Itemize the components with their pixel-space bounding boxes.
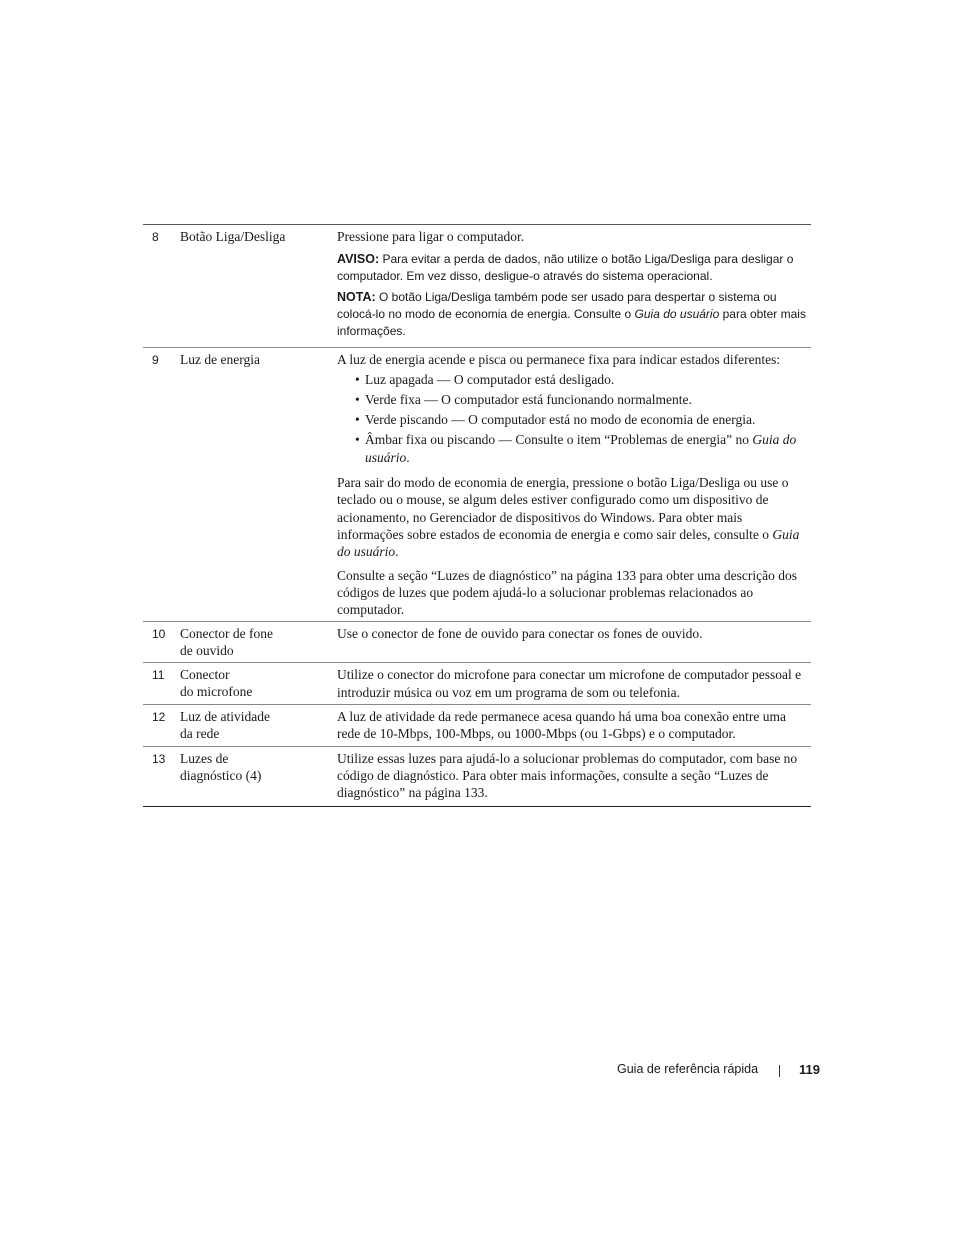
item-name <box>180 625 337 659</box>
item-number: 8 <box>152 230 159 244</box>
table-row <box>143 705 811 747</box>
warning-text: Para evitar a perda de dados, não utilize o botão Liga/Desliga para desligar o computador. Em vez disso, desligue-o através do sistema operacional. <box>337 252 794 284</box>
item-name-line: Luzes de <box>180 750 229 766</box>
table-row <box>143 622 811 663</box>
item-name-line: Luz de atividade <box>180 709 270 725</box>
bullet-icon: • <box>355 432 360 448</box>
table-row <box>143 225 811 348</box>
table-row <box>143 348 811 622</box>
item-name-line: do microfone <box>180 684 253 700</box>
components-table <box>143 224 811 807</box>
item-description <box>337 351 811 618</box>
item-number: 13 <box>152 751 166 766</box>
item-description: Utilize o conector do microfone para conectar um microfone de computador pessoal e introduzir música ou voz em um programa de som ou telefonia. <box>337 667 802 700</box>
table-row <box>143 747 811 806</box>
list-item <box>355 431 811 466</box>
item-name-line: Conector <box>180 667 230 683</box>
item-name: Botão Liga/Desliga <box>180 229 286 244</box>
page-number: 119 <box>799 1062 820 1077</box>
item-name-line: diagnóstico (4) <box>180 767 262 783</box>
item-name-line: Conector de fone <box>180 626 273 642</box>
note-label: NOTA: <box>337 290 376 305</box>
description-paragraph <box>337 474 811 560</box>
warning-label: AVISO: <box>337 252 380 267</box>
note-text-end: para obter mais informações. <box>337 307 806 339</box>
item-name-line: da rede <box>180 726 220 742</box>
list-item <box>355 391 811 408</box>
paragraph-end: . <box>395 544 399 560</box>
item-name-line: de ouvido <box>180 643 234 659</box>
item-number: 11 <box>152 668 165 683</box>
item-description: Utilize essas luzes para ajudá-lo a solucionar problemas do computador, com base no código de diagnóstico. Para obter mais informações, consulte a seção “Luzes de diagnóstico” na página 133. <box>337 750 798 801</box>
bullet-icon: • <box>355 371 360 387</box>
footer-divider <box>779 1065 780 1077</box>
item-number: 12 <box>152 710 166 725</box>
item-name <box>180 666 337 701</box>
warning-note <box>337 251 811 285</box>
page-footer <box>617 1062 827 1080</box>
description-text: A luz de energia acende e pisca ou permanece fixa para indicar estados diferentes: <box>337 352 781 368</box>
bullet-icon: • <box>355 412 360 428</box>
note-italic-ref: Guia do usuário <box>634 307 720 322</box>
description-paragraph: Consulte a seção “Luzes de diagnóstico” na página 133 para obter uma descrição dos códigos de luzes que podem ajudá-lo a solucionar problemas relacionados ao computador. <box>337 567 797 618</box>
status-list <box>337 371 811 466</box>
list-item-end: . <box>406 449 410 465</box>
paragraph-text: Para sair do modo de economia de energia, pressione o botão Liga/Desliga ou use o teclado ou o mouse, se algum deles estiver configurado como um dispositivo de acionamento, no Gerenciador de dispositivos do Windows. Para obter mais informações sobre estados de economia de energia e como sair deles, consulte o <box>337 475 789 542</box>
list-item <box>355 411 811 428</box>
footer-title: Guia de referência rápida <box>617 1062 759 1076</box>
item-description <box>337 228 811 344</box>
table-row <box>143 663 811 705</box>
bullet-icon: • <box>355 391 360 407</box>
list-item-text: Verde fixa — O computador está funcionando normalmente. <box>365 391 692 407</box>
paragraph-italic-ref: Guia do usuário <box>337 526 800 560</box>
item-number: 10 <box>152 627 166 642</box>
item-name <box>180 708 337 743</box>
item-number: 9 <box>152 353 159 368</box>
list-item-italic-ref: Guia do usuário <box>365 432 797 465</box>
item-name: Luz de energia <box>180 352 260 368</box>
info-note <box>337 289 811 340</box>
item-description: Use o conector de fone de ouvido para conectar os fones de ouvido. <box>337 626 703 642</box>
item-description: A luz de atividade da rede permanece acesa quando há uma boa conexão entre uma rede de 10-Mbps, 100-Mbps, ou 1000-Mbps (ou 1-Gbps) e o computador. <box>337 709 787 742</box>
list-item-text: Verde piscando — O computador está no modo de economia de energia. <box>365 412 756 428</box>
item-name <box>180 750 337 802</box>
list-item-text: Luz apagada — O computador está desligado. <box>365 371 615 387</box>
list-item-text: Âmbar fixa ou piscando — Consulte o item “Problemas de energia” no <box>365 432 753 448</box>
list-item <box>355 371 811 388</box>
note-text: O botão Liga/Desliga também pode ser usado para despertar o sistema ou colocá-lo no modo de economia de energia. Consulte o <box>337 290 777 322</box>
description-text: Pressione para ligar o computador. <box>337 229 525 244</box>
